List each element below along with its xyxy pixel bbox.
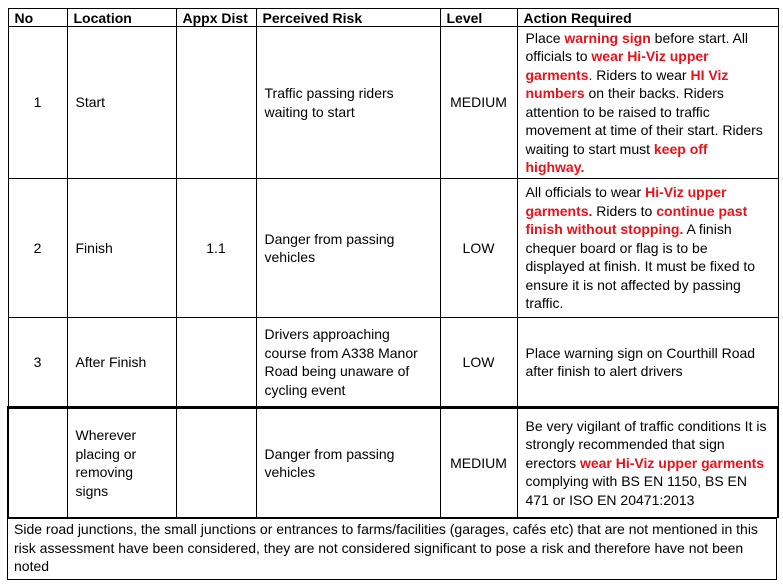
highlighted-text: wear Hi-Viz upper garments	[579, 454, 765, 471]
table-row	[8, 318, 778, 408]
row-level: MEDIUM	[440, 27, 517, 179]
row-number	[8, 408, 67, 518]
header-location: Location	[67, 9, 176, 27]
highlighted-text: continue past finish without stopping.	[525, 202, 748, 238]
row-perceived-risk: Danger from passing vehicles	[256, 179, 440, 318]
table-row	[8, 408, 778, 518]
action-text: Place	[525, 29, 565, 46]
row-number: 2	[8, 179, 67, 318]
row-level: LOW	[440, 318, 517, 408]
highlighted-text: Hi-Viz upper garments.	[525, 184, 727, 219]
row-action-required	[517, 318, 778, 408]
row-number: 3	[8, 318, 67, 408]
row-location: Wherever placing or removing signs	[67, 408, 176, 518]
header-no: No	[8, 9, 67, 27]
row-action-required	[517, 408, 778, 518]
risk-assessment-table	[7, 8, 779, 518]
action-text: on their backs. Riders attention to be raised to traffic movement at time of their start. Riders waiting to start must	[525, 85, 763, 157]
header-level: Level	[440, 9, 517, 27]
row-level: MEDIUM	[440, 408, 517, 518]
row-action-required	[517, 27, 778, 179]
highlighted-text: wear Hi-Viz upper garments	[525, 48, 709, 83]
action-text: Riders to	[592, 202, 657, 219]
row-action-required	[517, 179, 778, 318]
header-perceived-risk: Perceived Risk	[256, 9, 440, 27]
action-text: Be very vigilant of traffic conditions It is strongly recommended that sign erectors	[525, 417, 767, 471]
action-text: before start. All officials to	[525, 29, 749, 64]
row-perceived-risk: Drivers approaching course from A338 Manor Road being unaware of cycling event	[256, 318, 440, 408]
row-perceived-risk: Traffic passing riders waiting to start	[256, 27, 440, 179]
highlighted-text: HI Viz numbers	[525, 66, 729, 101]
action-text: A finish chequer board or flag is to be displayed at finish. It must be fixed to ensure it is not affected by passing traffic.	[525, 221, 756, 312]
row-location: Start	[67, 27, 176, 179]
highlighted-text: keep off highway.	[525, 140, 708, 175]
action-text: complying with BS EN 1150, BS EN 471 or ISO EN 20471:2013	[525, 473, 748, 508]
row-location: Finish	[67, 179, 176, 318]
header-appx-dist: Appx Dist	[176, 9, 256, 27]
action-text: . Riders to wear	[588, 66, 691, 83]
highlighted-text: warning sign	[564, 29, 651, 46]
row-appx-dist	[176, 27, 256, 179]
action-text: All officials to wear	[525, 184, 646, 201]
row-number: 1	[8, 27, 67, 179]
row-appx-dist	[176, 318, 256, 408]
row-appx-dist	[176, 408, 256, 518]
table-row	[8, 179, 778, 318]
table-header-row	[8, 9, 778, 27]
action-text: Place warning sign on Courthill Road after finish to alert drivers	[525, 344, 756, 379]
footer-note: Side road junctions, the small junctions or entrances to farms/facilities (garages, cafés etc) that are not mentioned in this risk assessment have been considered, they are not considered significant to pose a risk and therefore have not been noted	[7, 518, 777, 580]
row-perceived-risk: Danger from passing vehicles	[256, 408, 440, 518]
header-action-required: Action Required	[517, 9, 778, 27]
table-row	[8, 27, 778, 179]
row-level: LOW	[440, 179, 517, 318]
row-appx-dist: 1.1	[176, 179, 256, 318]
row-location: After Finish	[67, 318, 176, 408]
